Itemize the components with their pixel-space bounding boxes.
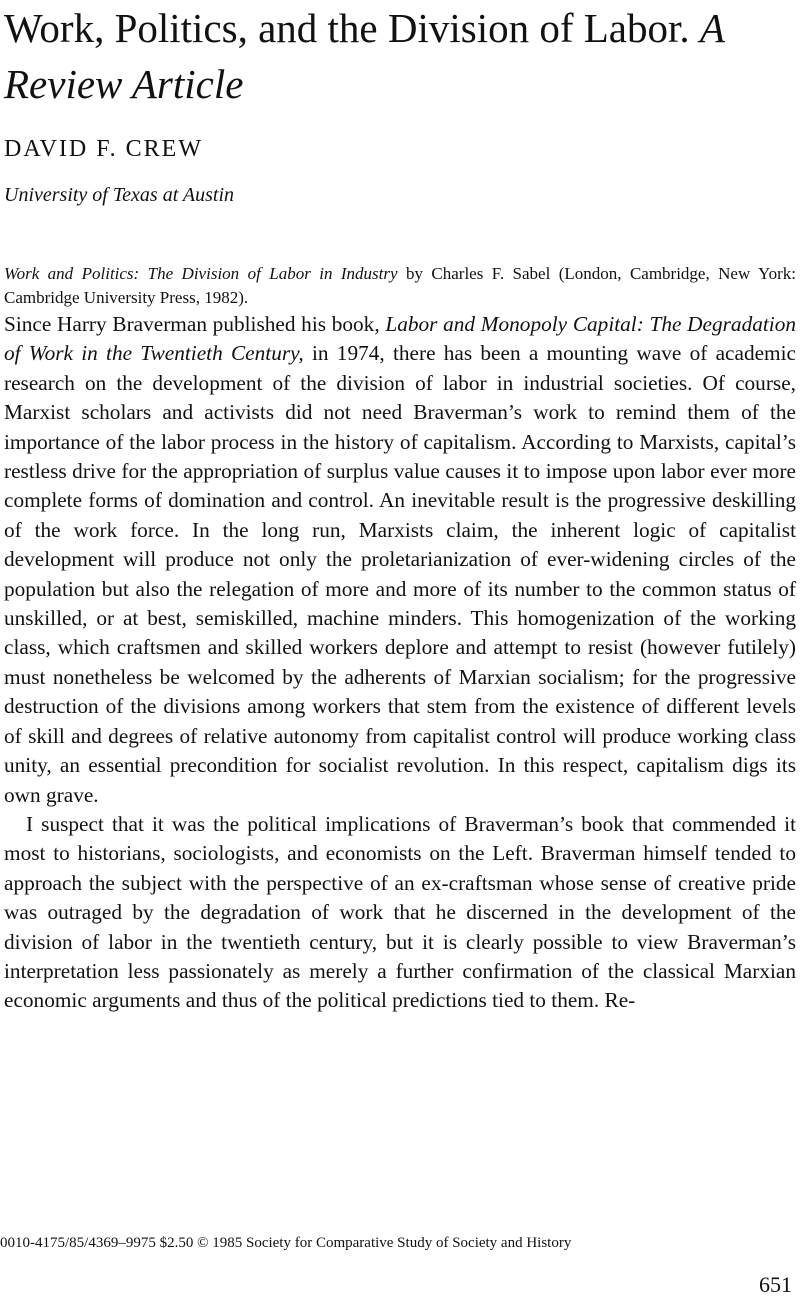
p1-rest: in 1974, there has been a mounting wave of academic research on the development of the division of labor in industrial societies. Of course, Marxist scholars and activists did not need Braverman’s work to remind them of the importance of the labor process in the history of capitalism. According to Marxists, capital’s restless drive for the appropriation of surplus value causes it to impose upon labor ever more complete forms of domination and control. An inevitable result is the progressive deskilling of the work force. In the long run, Marxists claim, the inherent logic of capitalist development will produce not only the proletarianization of ever-widening circles of the population but also the relegation of more and more of its number to the common status of unskilled, or at best, semiskilled, machine minders. This homogenization of the working class, which craftsmen and skilled workers deplore and attempt to resist (however futilely) must nonetheless be welcomed by the adherents of Marxian socialism; for the progressive destruction of the divisions among workers that stem from the existence of different levels of skill and degrees of relative autonomy from capitalist control will produce working class unity, an essential precondition for socialist revolution. In this respect, capitalism digs its own grave.: [4, 341, 796, 807]
title-main: Work, Politics, and the Division of Labor.: [4, 5, 690, 51]
p1-intro: Since Harry Braverman published his book,: [4, 312, 380, 336]
article-title: [4, 0, 796, 112]
author-affiliation: University of Texas at Austin: [4, 184, 234, 206]
title-subtitle: A Review Article: [4, 5, 725, 107]
author-name: DAVID F. CREW: [4, 136, 203, 162]
article-body: [4, 310, 796, 1016]
reviewed-book-title: Work and Politics: The Division of Labor in Industry: [4, 264, 398, 283]
body-paragraph-1: [4, 310, 796, 810]
reviewed-book-details: by Charles F. Sabel (London, Cambridge, New York: Cambridge University Press, 1982).: [4, 264, 797, 307]
reviewed-book-citation: [4, 262, 796, 310]
p1-book-title: Labor and Monopoly Capital: The Degradation of Work in the Twentieth Century,: [4, 312, 796, 366]
body-paragraph-2: I suspect that it was the political implications of Braverman’s book that commended it most to historians, sociologists, and economists on the Left. Braverman himself tended to approach the subject with the perspective of an ex-craftsman whose sense of creative pride was outraged by the degradation of work that he discerned in the development of the division of labor in the twentieth century, but it is clearly possible to view Braverman’s interpretation less passionately as merely a further confirmation of the classical Marxian economic arguments and thus of the political predictions tied to them. Re-: [4, 811, 796, 1013]
page-number: 651: [759, 1272, 792, 1297]
copyright-line: 0010-4175/85/4369–9975 $2.50 © 1985 Society for Comparative Study of Society and History: [0, 1235, 572, 1251]
